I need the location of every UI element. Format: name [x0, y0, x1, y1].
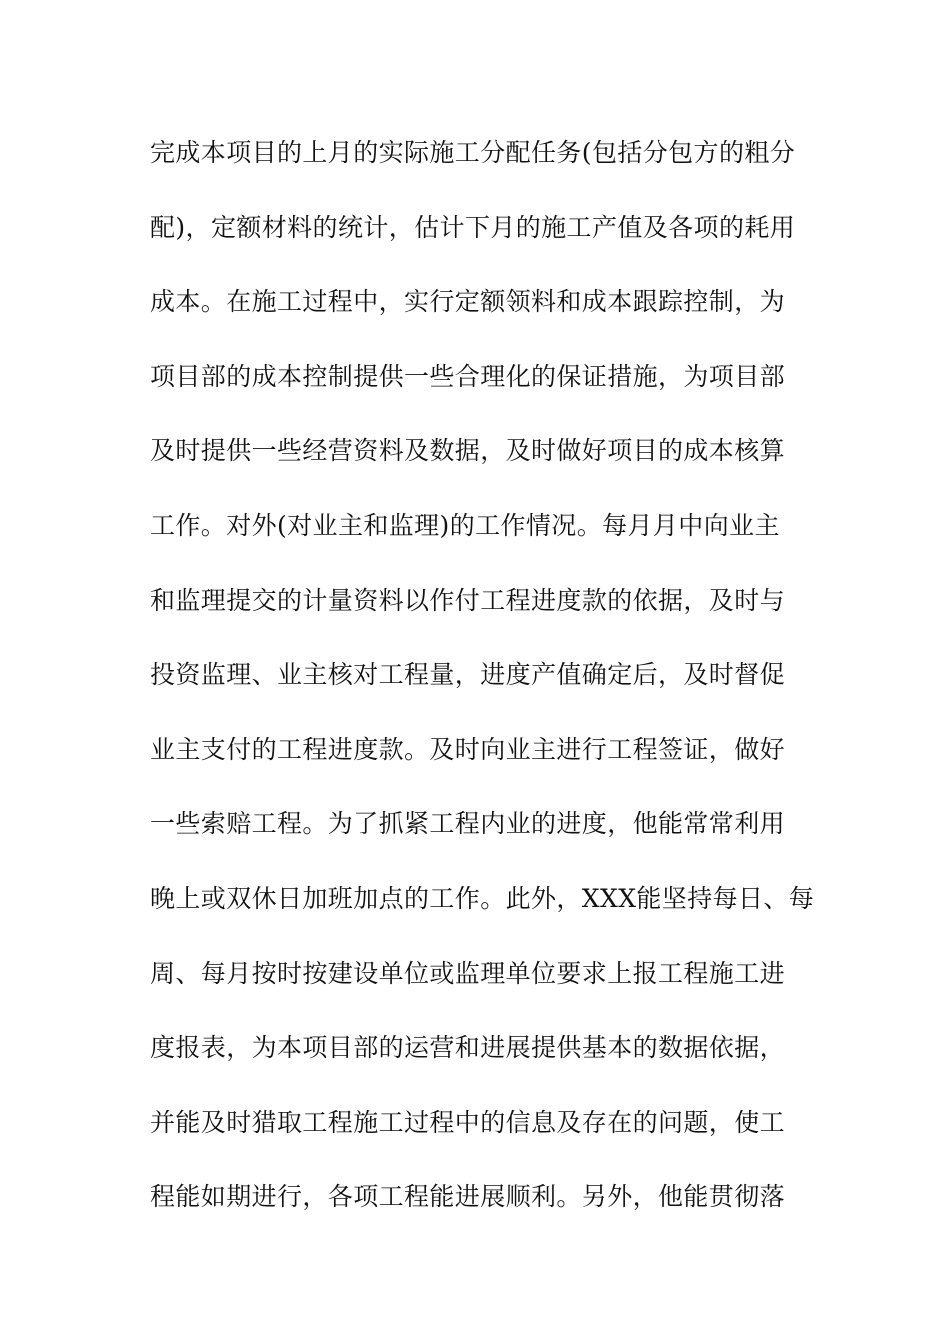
text-line: 周、每月按时按建设单位或监理单位要求上报工程施工进	[150, 958, 786, 988]
text-line: 工作。对外(对业主和监理)的工作情况。每月月中向业主	[150, 510, 780, 540]
text-line: 晚上或双休日加班加点的工作。此外，XXX能坚持每日、每	[150, 883, 815, 913]
text-line: 投资监理、业主核对工程量，进度产值确定后，及时督促	[150, 660, 786, 690]
text-line: 程能如期进行，各项工程能进展顺利。另外，他能贯彻落	[150, 1182, 786, 1212]
text-line: 及时提供一些经营资料及数据，及时做好项目的成本核算	[150, 436, 786, 466]
text-line: 和监理提交的计量资料以作付工程进度款的依据，及时与	[150, 585, 786, 615]
body-text	[150, 131, 830, 1250]
text-line: 成本。在施工过程中，实行定额领料和成本跟踪控制，为	[150, 287, 786, 317]
text-line: 并能及时猎取工程施工过程中的信息及存在的问题，使工	[150, 1107, 786, 1137]
text-line: 完成本项目的上月的实际施工分配任务(包括分包方的粗分	[150, 138, 796, 167]
text-line: 项目部的成本控制提供一些合理化的保证措施，为项目部	[150, 361, 786, 391]
text-line: 一些索赔工程。为了抓紧工程内业的进度，他能常常利用	[150, 809, 786, 839]
text-line: 业主支付的工程进度款。及时向业主进行工程签证，做好	[150, 734, 786, 764]
text-line: 配)，定额材料的统计，估计下月的施工产值及各项的耗用	[150, 212, 796, 242]
text-line: 度报表，为本项目部的运营和进展提供基本的数据依据，	[150, 1033, 786, 1063]
